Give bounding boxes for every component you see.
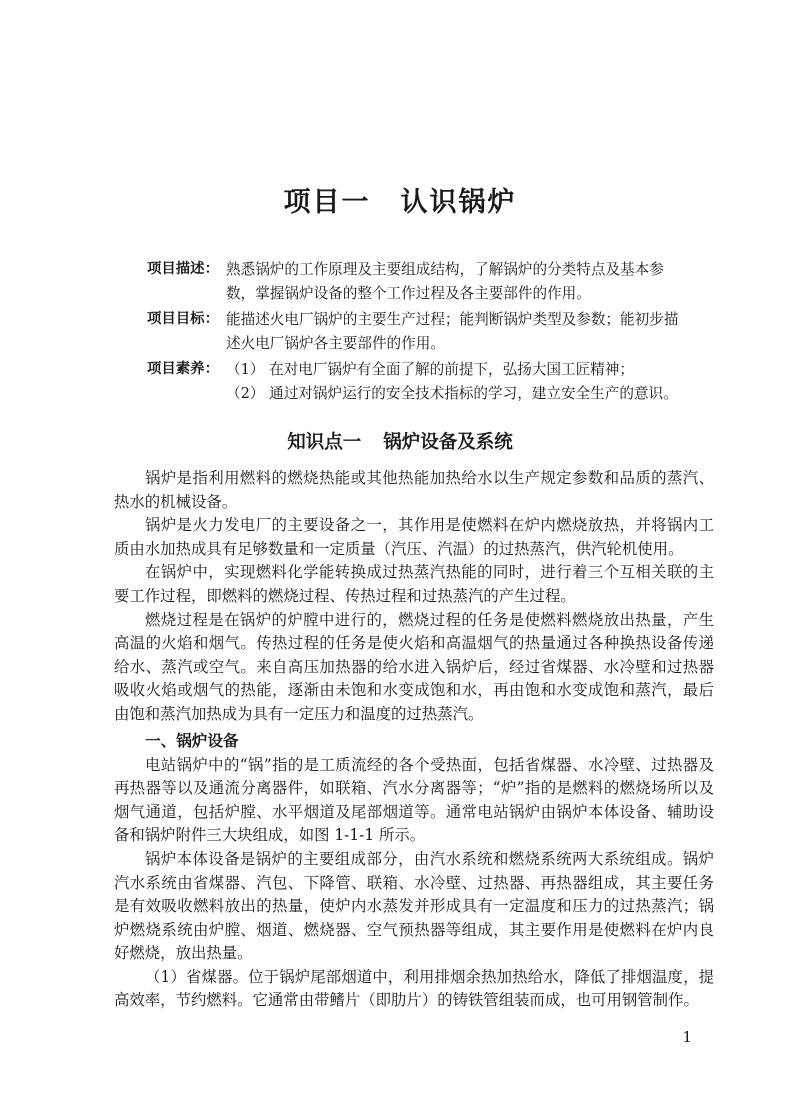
section-heading-number: 知识点一 — [287, 432, 362, 453]
chapter-title-number: 项目一 — [283, 187, 371, 218]
section-heading — [0, 428, 800, 454]
paragraph: 电站锅炉中的“锅”指的是工质流经的各个受热面，包括省煤器、水冷壁、过热器及再热器等以及通流分离器件，如联箱、汽水分离器等；“炉”指的是燃料的燃烧场所以及烟气通道，包括炉膛、水平烟道及尾部烟道等。通常电站锅炉由锅炉本体设备、辅助设备和锅炉附件三大块组成，如图 1-1-1 所示。 — [114, 755, 714, 845]
project-description — [147, 258, 717, 305]
project-literacy-line: （2） 通过对锅炉运行的安全技术指标的学习，建立安全生产的意识。 — [226, 384, 678, 402]
section-heading-text: 锅炉设备及系统 — [383, 432, 513, 453]
project-goal — [147, 308, 717, 355]
project-goal-label: 项目目标： — [147, 311, 219, 327]
project-description-line: 数，掌握锅炉设备的整个工作过程及各主要部件的作用。 — [226, 284, 591, 302]
project-literacy-label: 项目素养： — [147, 361, 219, 377]
paragraph: 在锅炉中，实现燃料化学能转换成过热蒸汽热能的同时，进行着三个互相关联的主要工作过程，即燃料的燃烧过程、传热过程和过热蒸汽的产生过程。 — [114, 563, 714, 605]
body-text — [114, 467, 714, 1013]
paragraph: 锅炉是火力发电厂的主要设备之一，其作用是使燃料在炉内燃烧放热，并将锅内工质由水加热成具有足够数量和一定质量（汽压、汽温）的过热蒸汽，供汽轮机使用。 — [114, 516, 714, 558]
chapter-title-text: 认识锅炉 — [400, 187, 517, 218]
project-description-label: 项目描述： — [147, 261, 219, 277]
paragraph: 锅炉本体设备是锅炉的主要组成部分，由汽水系统和燃烧系统两大系统组成。锅炉汽水系统由省煤器、汽包、下降管、联箱、水冷壁、过热器、再热器组成，其主要任务是有效吸收燃料放出的热量，使炉内水蒸发并形成具有一定温度和压力的过热蒸汽；锅炉燃烧系统由炉膛、烟道、燃烧器、空气预热器等组成，其主要作用是使燃料在炉内良好燃烧，放出热量。 — [114, 849, 714, 963]
project-literacy-line: （1） 在对电厂锅炉有全面了解的前提下，弘扬大国工匠精神； — [226, 361, 634, 378]
paragraph: 锅炉是指利用燃料的燃烧热能或其他热能加热给水以生产规定参数和品质的蒸汽、热水的机械设备。 — [114, 469, 714, 511]
paragraph: （1）省煤器。位于锅炉尾部烟道中，利用排烟余热加热给水，降低了排烟温度，提高效率，节约燃料。它通常由带鳍片（即肋片）的铸铁管组装而成，也可用钢管制作。 — [114, 967, 714, 1010]
project-description-line: 熟悉锅炉的工作原理及主要组成结构，了解锅炉的分类特点及基本参 — [226, 261, 664, 278]
project-goal-line: 能描述火电厂锅炉的主要生产过程；能判断锅炉类型及参数；能初步描 — [226, 311, 679, 328]
project-goal-line: 述火电厂锅炉各主要部件的作用。 — [226, 334, 445, 352]
subsection-heading: 一、锅炉设备 — [145, 731, 239, 750]
paragraph: 燃烧过程是在锅炉的炉膛中进行的，燃烧过程的任务是使燃料燃烧放出热量，产生高温的火焰和烟气。传热过程的任务是使火焰和高温烟气的热量通过各种换热设备传递给水、蒸汽或空气。来自高压加热器的给水进入锅炉后，经过省煤器、水冷壁和过热器吸收火焰或烟气的热能，逐渐由未饱和水变成饱和水，再由饱和水变成饱和蒸汽，最后由饱和蒸汽加热成为具有一定压力和温度的过热蒸汽。 — [114, 610, 714, 723]
project-literacy — [147, 358, 717, 405]
page-number: 1 — [682, 1028, 692, 1046]
project-info-block — [147, 258, 717, 408]
chapter-title — [0, 180, 800, 219]
